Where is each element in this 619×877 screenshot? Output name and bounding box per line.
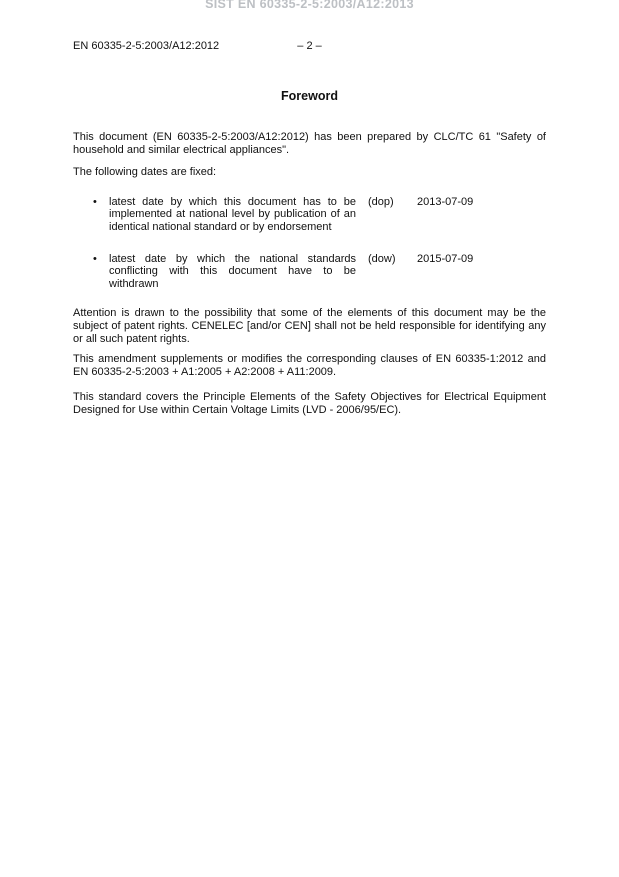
page-content bbox=[0, 40, 619, 417]
header-page-number: – 2 – bbox=[297, 40, 322, 52]
date-row-dop bbox=[73, 196, 546, 234]
date-value: 2015-07-09 bbox=[417, 252, 474, 265]
date-row-dow bbox=[73, 253, 546, 291]
date-value: 2013-07-09 bbox=[417, 195, 474, 208]
date-label: (dop) bbox=[368, 195, 394, 208]
date-text: latest date by which the national standards conflicting with this document have to be withdrawn bbox=[109, 252, 356, 290]
paragraph-prepared-by: This document (EN 60335-2-5:2003/A12:2012) has been prepared by CLC/TC 61 "Safety of household and similar electrical appliances". bbox=[73, 131, 546, 156]
bullet-icon: • bbox=[93, 252, 97, 265]
paragraph-patent: Attention is drawn to the possibility that some of the elements of this document may be the subject of patent rights. CENELEC [and/or CEN] shall not be held responsible for identifying any or all such patent rights. bbox=[73, 307, 546, 345]
header-doc-ref: EN 60335-2-5:2003/A12:2012 bbox=[73, 40, 220, 52]
page-header bbox=[73, 40, 546, 53]
watermark: SIST EN 60335-2-5:2003/A12:2013 bbox=[205, 0, 414, 11]
date-text: latest date by which this document has to be implemented at national level by publication of an identical national standard or by endorsement bbox=[109, 195, 356, 233]
dates-list bbox=[73, 196, 546, 291]
date-label: (dow) bbox=[368, 252, 396, 265]
paragraph-lvd: This standard covers the Principle Elements of the Safety Objectives for Electrical Equipment Designed for Use within Certain Voltage Limits (LVD - 2006/95/EC). bbox=[73, 391, 546, 416]
paragraph-amendment: This amendment supplements or modifies the corresponding clauses of EN 60335-1:2012 and EN 60335-2-5:2003 + A1:2005 + A2:2008 + A11:2009. bbox=[73, 353, 546, 378]
bullet-icon: • bbox=[93, 195, 97, 208]
paragraph-dates-fixed-intro: The following dates are fixed: bbox=[73, 166, 217, 179]
page-title: Foreword bbox=[281, 89, 338, 103]
